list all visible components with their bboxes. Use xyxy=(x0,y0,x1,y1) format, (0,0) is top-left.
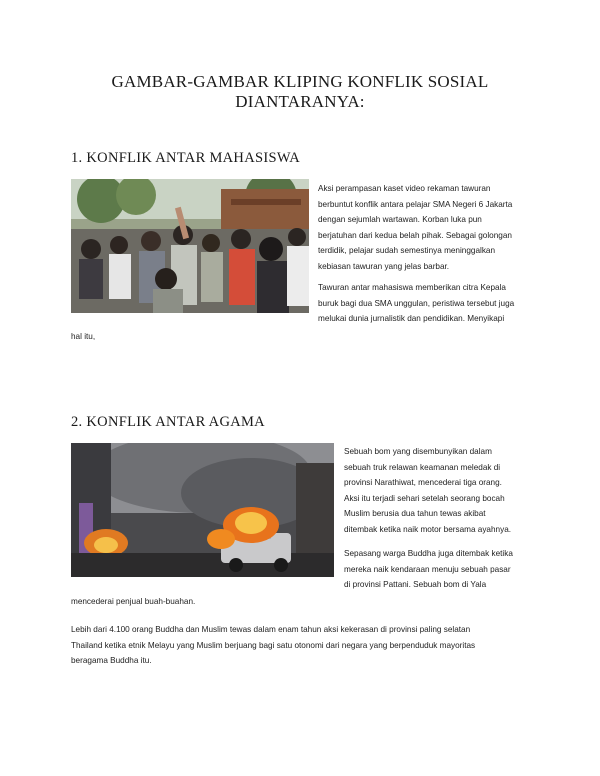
student-brawl-photo xyxy=(71,179,309,313)
text-line: Aksi itu terjadi sehari setelah seorang bocah xyxy=(344,493,505,503)
section-1-heading: 1. KONFLIK ANTAR MAHASISWA xyxy=(71,150,300,166)
text-line: beragama Buddha itu. xyxy=(71,656,152,666)
document-title xyxy=(80,72,520,112)
text-line: sebuah truk relawan keamanan meledak di xyxy=(344,462,501,472)
text-line: provinsi Narathiwat, mencederai tiga orang. xyxy=(344,478,502,488)
text-line: terdidik, pelajar sudah semestinya meninggalkan xyxy=(318,246,496,256)
section-1-paragraph-2 xyxy=(318,280,548,327)
section-2-paragraph-2 xyxy=(344,546,564,593)
text-line: ditembak ketika naik motor bersama ayahnya. xyxy=(344,524,512,534)
text-line: Aksi perampasan kaset video rekaman tawuran xyxy=(318,184,491,193)
text-line: berjatuhan dari kedua belah pihak. Sebagai golongan xyxy=(318,230,512,240)
text-line: di provinsi Pattani. Sebuah bom di Yala xyxy=(344,580,487,590)
section-2-heading: 2. KONFLIK ANTAR AGAMA xyxy=(71,414,265,430)
section-1-paragraph-1 xyxy=(318,181,548,275)
text-line: Muslim berusia dua tahun tewas akibat xyxy=(344,509,486,519)
text-line: Tawuran antar mahasiswa memberikan citra Kepala xyxy=(318,283,506,292)
bomb-explosion-photo xyxy=(71,443,334,577)
text-line: Sepasang warga Buddha juga ditembak ketika xyxy=(344,549,513,558)
title-line-2: DIANTARANYA: xyxy=(235,92,365,111)
text-line: melukai dunia jurnalistik dan pendidikan. Menyikapi xyxy=(318,314,505,324)
text-line: kebiasan tawuran yang jelas barbar. xyxy=(318,261,450,271)
text-line: Sebuah bom yang disembunyikan dalam xyxy=(344,447,492,456)
text-line: dengan sejumlah wartawan. Korban luka pun xyxy=(318,215,482,225)
text-line: Lebih dari 4.100 orang Buddha dan Muslim tewas dalam enam tahun aksi kekerasan di provinsi paling selatan xyxy=(71,625,471,634)
section-2-paragraph-3 xyxy=(71,622,541,669)
text-line: mereka naik kendaraan menuju sebuah pasar xyxy=(344,564,511,574)
section-1-paragraph-2-tail: hal itu, xyxy=(71,332,96,341)
section-2-paragraph-1 xyxy=(344,444,564,538)
text-line: buruk bagi dua SMA unggulan, peristiwa tersebut juga xyxy=(318,298,515,308)
text-line: berbuntut konflik antara pelajar SMA Negeri 6 Jakarta xyxy=(318,199,513,209)
text-line: Thailand ketika etnik Melayu yang Muslim berjuang bagi satu otonomi dari negara yang berpenduduk mayoritas xyxy=(71,640,476,650)
section-2-paragraph-2-tail: mencederai penjual buah-buahan. xyxy=(71,597,196,606)
title-line-1: GAMBAR-GAMBAR KLIPING KONFLIK SOSIAL xyxy=(111,72,489,91)
